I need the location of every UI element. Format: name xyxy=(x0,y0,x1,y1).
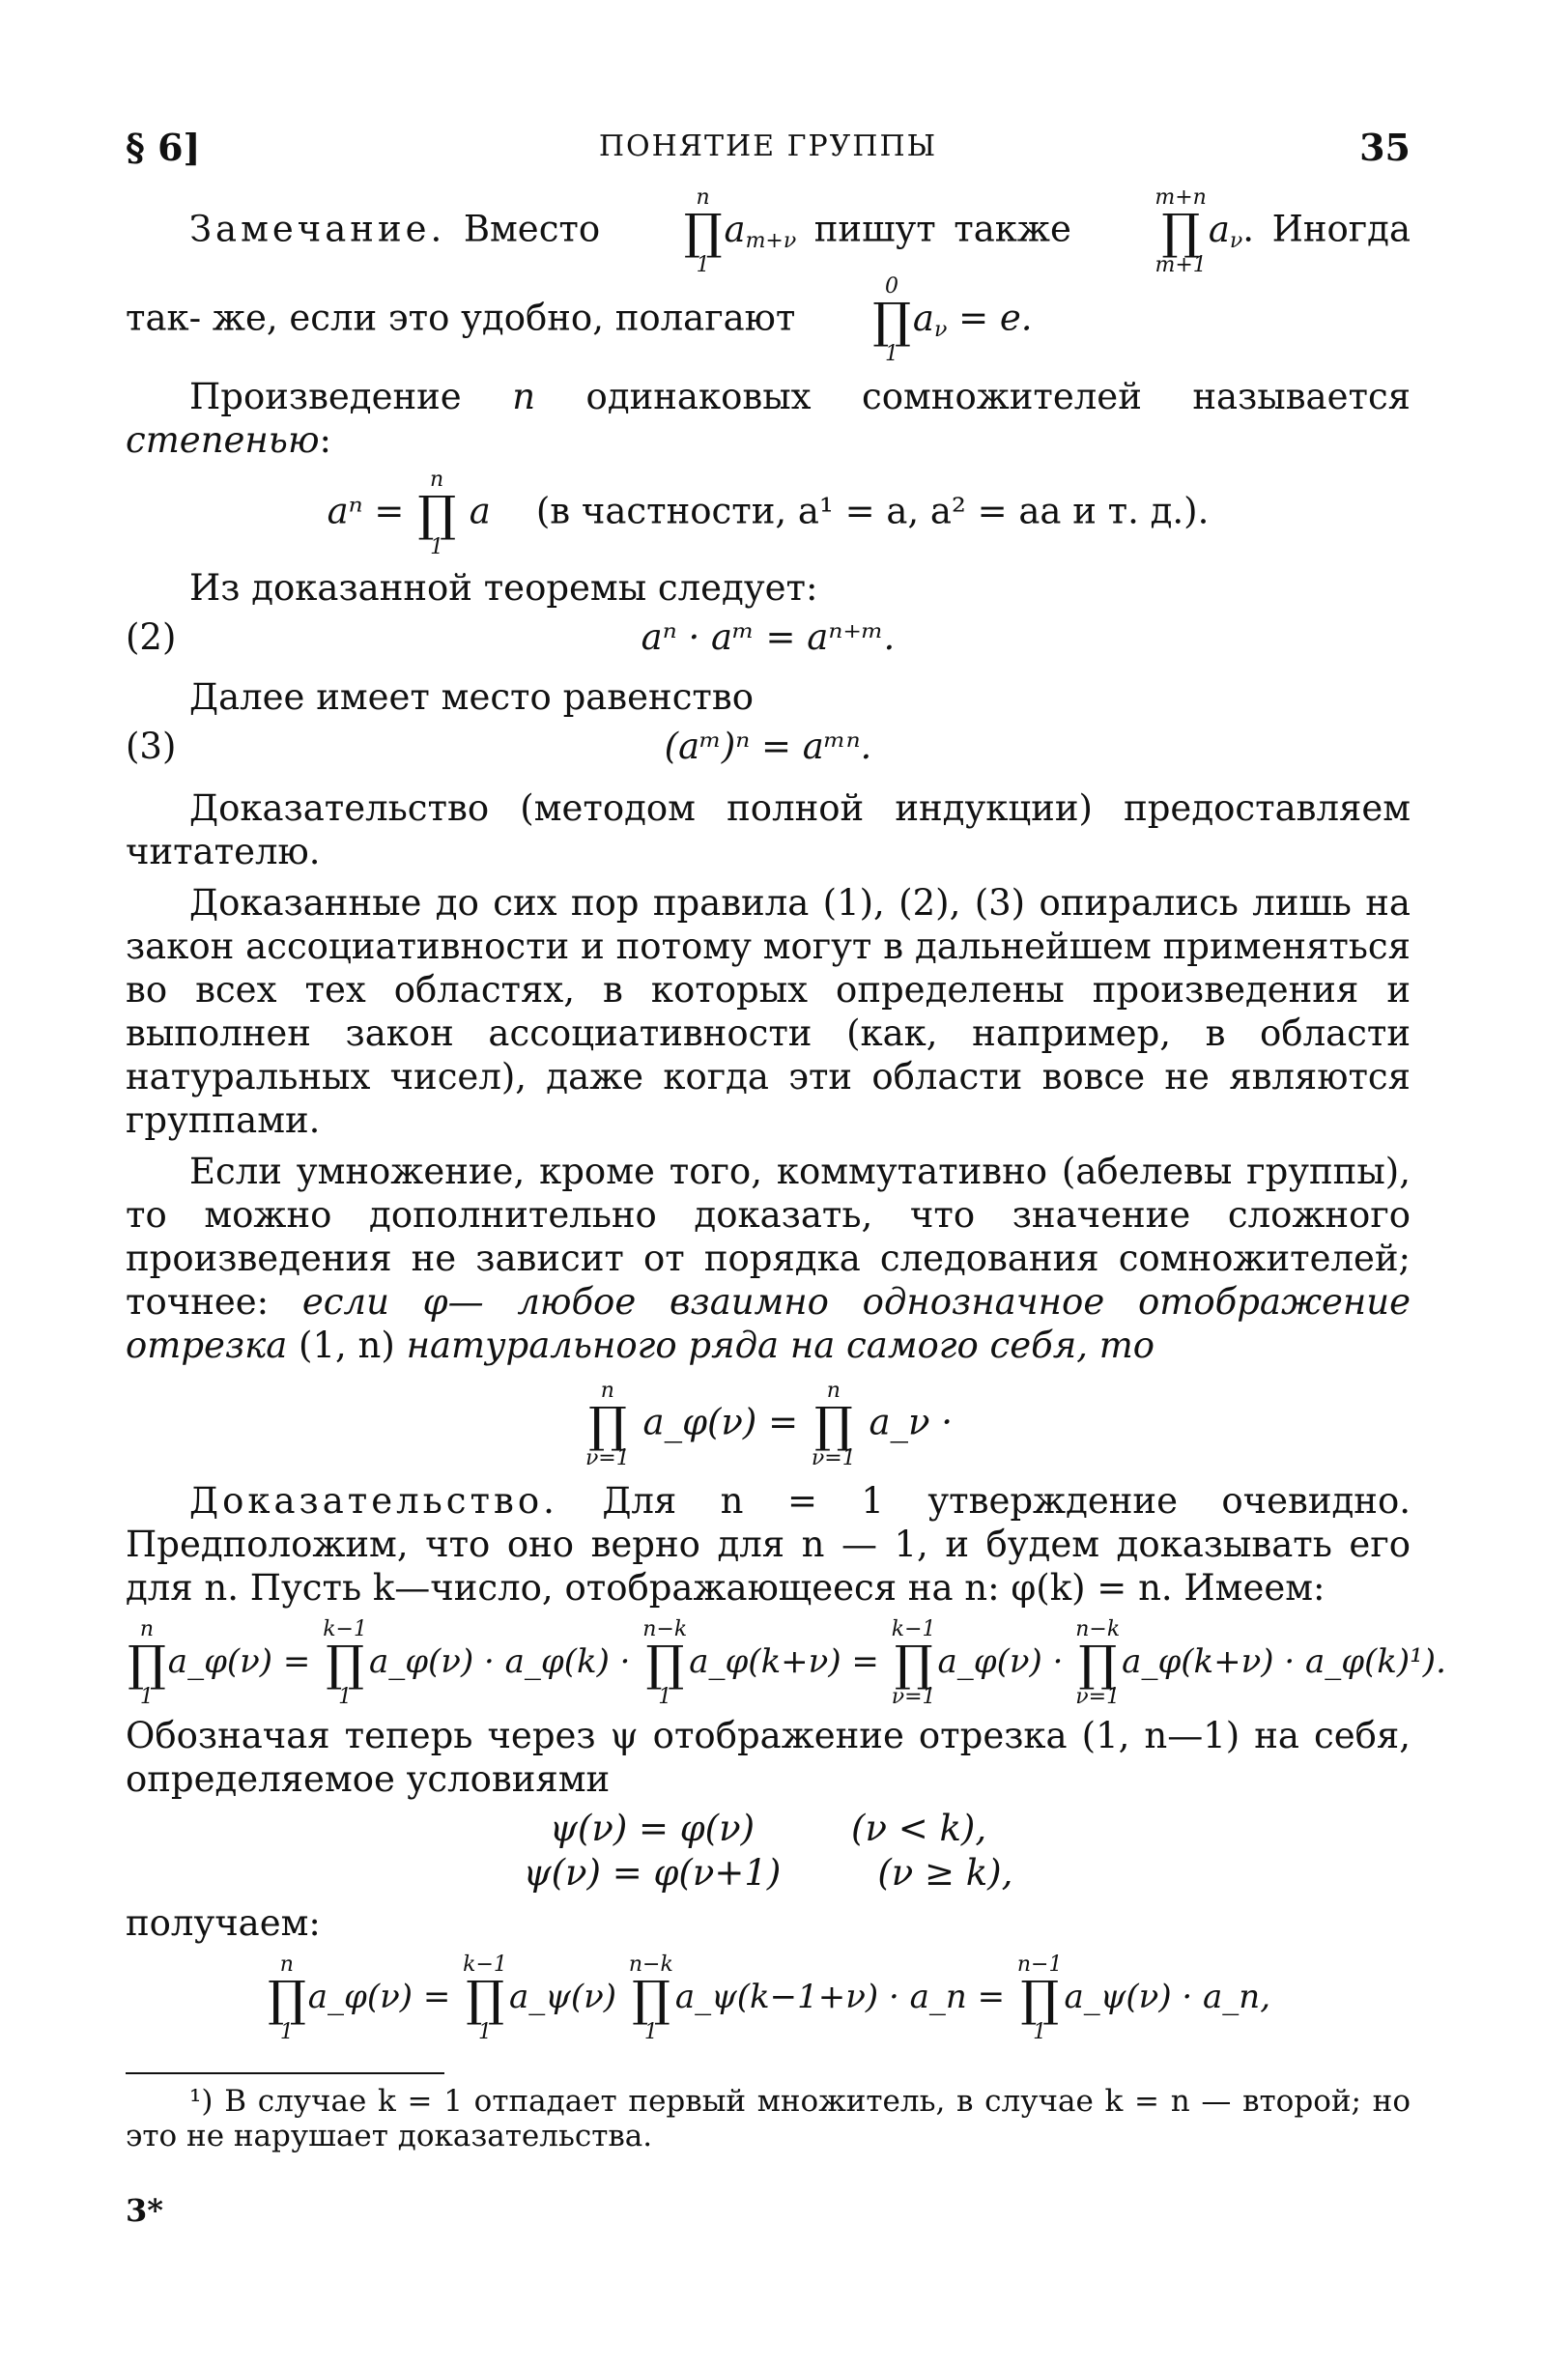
display-formula-1 xyxy=(126,1381,1411,1469)
comm-text-b: если φ— любое взаимно однозначное отображение отрезка xyxy=(126,1281,1411,1366)
proof-text: Для n = 1 утверждение очевидно. Предположим, что оно верно для n — 1, и будем доказывать его для n. Пусть k—число, отображающееся на n: φ(k) = n. Имеем: xyxy=(126,1480,1411,1609)
product-symbol: n ∏ ν=1 xyxy=(584,1379,630,1470)
product-symbol: n−1 ∏ 1 xyxy=(1016,1953,1063,2044)
condition-range: (ν ≥ k), xyxy=(877,1852,1013,1894)
product-symbol: k−1 ∏ 1 xyxy=(463,1953,507,2044)
equation-body: aⁿ · aᵐ = aⁿ⁺ᵐ. xyxy=(641,616,896,658)
d2-part1: a_φ(ν) = xyxy=(167,1642,311,1681)
condition-row xyxy=(126,1851,1411,1896)
d2-part5: a_φ(k+ν) · a_φ(k)¹). xyxy=(1122,1642,1446,1681)
d3-part2: a_ψ(ν) xyxy=(508,1978,617,2016)
condition-def: ψ(ν) = φ(ν+1) xyxy=(523,1852,782,1894)
power-def-colon: : xyxy=(319,419,331,461)
running-title: ПОНЯТИЕ ГРУППЫ xyxy=(598,129,938,163)
product-symbol: n−k ∏ ν=1 xyxy=(1075,1617,1121,1709)
footnote: ¹) В случае k = 1 отпадает первый множитель, в случае k = n — второй; но это не нарушает доказательства. xyxy=(126,2084,1411,2153)
display1-eq: = xyxy=(768,1401,799,1443)
power-def-text-a: Произведение xyxy=(189,376,462,417)
equation-3 xyxy=(126,719,1411,775)
product-symbol: n−k ∏ 1 xyxy=(642,1617,688,1709)
display1-rhs: a_ν · xyxy=(869,1401,954,1443)
signature-mark: 3* xyxy=(126,2192,163,2229)
power-def-text-b: одинаковых сомножителей называется xyxy=(585,376,1411,417)
remark-text-4: же, если это удобно, полагают xyxy=(212,297,796,339)
product-symbol: k−1 ∏ 1 xyxy=(323,1617,367,1709)
d3-part1: a_φ(ν) = xyxy=(307,1978,451,2016)
product-symbol: n ∏ ν=1 xyxy=(811,1379,856,1470)
power-lhs: aⁿ = xyxy=(327,490,405,532)
display-formula-2 xyxy=(126,1617,1446,1709)
display1-lhs: a_φ(ν) xyxy=(642,1401,757,1443)
comm-text-c: (1, n) xyxy=(299,1325,395,1366)
product-symbol: n ∏ 1 xyxy=(417,468,456,559)
condition-range: (ν < k), xyxy=(851,1808,987,1849)
power-def-n: n xyxy=(512,376,536,417)
proof-paragraph xyxy=(126,1479,1411,1610)
product-symbol: n ∏ 1 xyxy=(128,1617,166,1709)
remark-text-3: . Иногда так- xyxy=(126,208,1411,339)
equation-label: (3) xyxy=(126,726,177,767)
condition-def: ψ(ν) = φ(ν) xyxy=(549,1808,755,1849)
d3-part4: a_ψ(ν) · a_n, xyxy=(1064,1978,1271,2016)
d2-part2: a_φ(ν) · a_φ(k) · xyxy=(368,1642,631,1681)
page-number: 35 xyxy=(1359,126,1411,169)
product-symbol: n ∏ 1 xyxy=(267,1953,306,2044)
power-term: степенью xyxy=(126,419,320,461)
product-symbol: n ∏ 1 xyxy=(683,185,723,277)
further-text: Далее имеет место равенство xyxy=(189,676,754,718)
conditions xyxy=(126,1807,1411,1896)
condition-row xyxy=(126,1807,1411,1851)
d2-part4: a_φ(ν) · xyxy=(937,1642,1064,1681)
equation-2 xyxy=(126,610,1411,666)
book-page xyxy=(126,126,1446,2229)
power-formula xyxy=(126,470,1411,558)
product-symbol: 0 ∏ 1 xyxy=(872,274,911,366)
psi-intro: Обозначая теперь через ψ отображение отрезка (1, n—1) на себя, определяемое условиями xyxy=(126,1715,1411,1800)
d3-part3: a_ψ(k−1+ν) · a_n = xyxy=(674,1978,1006,2016)
rules-paragraph: Доказанные до сих пор правила (1), (2), (3) опирались лишь на закон ассоциативности и потому могут в дальнейшем применяться во всех тех областях, в которых определены произведения и выполнен закон ассоциативности (как, например, в области натуральных чисел), даже когда эти области вовсе не являются группами. xyxy=(126,882,1411,1141)
we-get: получаем: xyxy=(126,1902,321,1944)
commutative-paragraph xyxy=(126,1150,1411,1367)
product-symbol: n−k ∏ 1 xyxy=(628,1953,673,2044)
remark-paragraph: Замечание. Вместо n ∏ 1 $a_{m+\nu}$ пишут также m+n ∏ m+1 $a_\nu$. Иногда так- же, если это удобно, полагают 0 ∏ 1 $a_\nu = e$. xyxy=(126,185,1411,366)
equation-label: (2) xyxy=(126,616,177,658)
remark-text-1: Вместо xyxy=(463,208,601,250)
page-header xyxy=(126,126,1411,187)
display-formula-3 xyxy=(126,1954,1411,2043)
power-rhs: a xyxy=(469,490,491,532)
product-symbol: m+n ∏ m+1 xyxy=(1155,185,1207,277)
remark-lead: Замечание. xyxy=(189,208,446,250)
equation-body: (aᵐ)ⁿ = aᵐⁿ. xyxy=(664,726,872,767)
power-definition xyxy=(126,375,1411,462)
d2-part3: a_φ(k+ν) = xyxy=(689,1642,879,1681)
remark-text-2: пишут также xyxy=(813,208,1071,250)
section-marker: § 6] xyxy=(126,126,201,169)
product-symbol: k−1 ∏ ν=1 xyxy=(891,1617,936,1709)
proof-left-paragraph: Доказательство (методом полной индукции) предоставляем читателю. xyxy=(126,787,1411,872)
proof-lead: Доказательство. xyxy=(189,1480,558,1522)
comm-text-a: Если умножение, кроме того, коммутативно (абелевы группы), то можно дополнительно доказать, что значение сложного произведения не зависит от порядка следования сомножителей; точнее: xyxy=(126,1151,1411,1323)
theorem-follows: Из доказанной теоремы следует: xyxy=(189,567,818,609)
power-note: (в частности, a¹ = a, a² = aa и т. д.). xyxy=(535,490,1210,532)
footnote-rule xyxy=(126,2072,444,2074)
remark-text-5: = e. xyxy=(958,297,1033,339)
comm-text-d: натурального ряда на самого себя, то xyxy=(406,1325,1155,1366)
